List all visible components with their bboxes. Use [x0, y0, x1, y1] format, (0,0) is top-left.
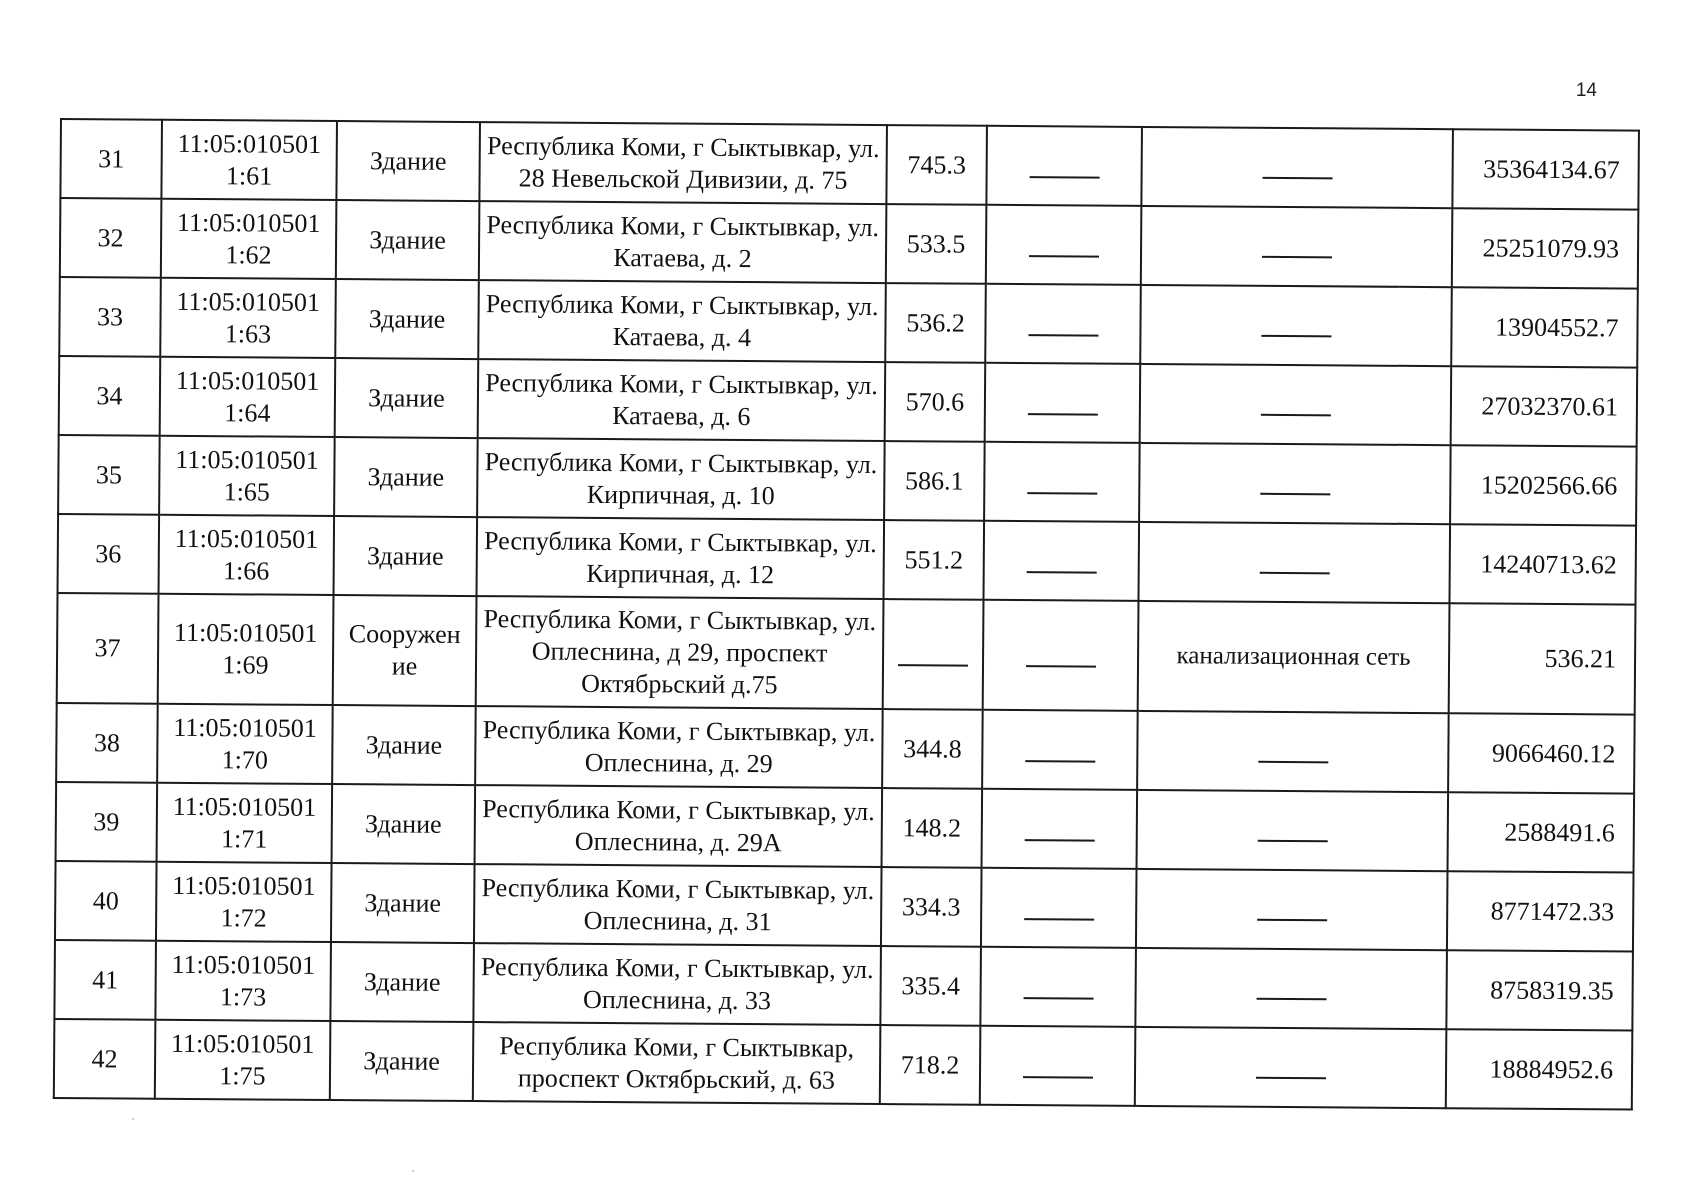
table-row	[59, 356, 1638, 447]
area-text: 533.5	[906, 228, 966, 259]
object-type-text: Здание	[368, 303, 446, 334]
address-text: Республика Коми, г Сыктывкар, ул. Оплеснина, д. 29	[482, 714, 876, 778]
cadastral-value-cell	[1451, 366, 1638, 446]
address-text: Республика Коми, г Сыктывкар, ул. Катаева, д. 4	[485, 288, 879, 352]
empty-dash	[1026, 665, 1096, 668]
address-text: Республика Коми, г Сыктывкар, ул. Кирпичная, д. 10	[484, 446, 878, 510]
empty-dash	[1022, 1076, 1092, 1079]
area-cell	[880, 1025, 981, 1105]
cadastral-number-cell	[160, 278, 336, 358]
cadastral-number-cell	[160, 357, 336, 437]
object-type-text: Здание	[363, 1045, 440, 1076]
empty-dash	[1260, 414, 1330, 417]
row-number-cell	[56, 703, 158, 783]
object-type-cell	[331, 863, 475, 943]
cadastral-value-cell	[1446, 1029, 1633, 1109]
empty-dash	[1257, 840, 1327, 843]
address-text: Республика Коми, г Сыктывкар, ул. 28 Невельской Дивизии, д. 75	[486, 130, 880, 195]
table-row	[59, 277, 1638, 368]
cadastral-number-cell	[157, 704, 333, 784]
property-table	[53, 118, 1640, 1111]
row-number-cell	[59, 356, 161, 436]
cadastral-number-text: 11:05:010501 1:75	[170, 1028, 315, 1091]
cadastral-number-text: 11:05:010501 1:65	[175, 444, 319, 507]
row-number-text: 37	[94, 633, 121, 663]
row-number-text: 38	[93, 727, 121, 757]
object-type-cell	[336, 121, 480, 201]
cadastral-value-cell	[1449, 603, 1636, 714]
cadastral-value-cell	[1448, 713, 1635, 793]
row-number-cell	[59, 277, 161, 357]
empty-dash	[1024, 839, 1094, 842]
row-number-text: 32	[97, 222, 124, 252]
empty-dash	[1262, 256, 1332, 259]
address-cell	[473, 943, 881, 1025]
empty-dash	[1029, 176, 1099, 179]
cadastral-value-text: 15202566.66	[1480, 469, 1618, 500]
empty-dash	[1257, 919, 1327, 922]
address-text: Республика Коми, г Сыктывкар, ул. Оплеснина, д. 33	[480, 951, 874, 1015]
column-6-cell	[983, 600, 1139, 711]
empty-dash	[898, 664, 968, 667]
row-number-text: 39	[93, 806, 120, 836]
column-6-cell	[984, 442, 1140, 522]
column-6-cell	[986, 126, 1142, 206]
cadastral-value-cell	[1446, 950, 1633, 1030]
cadastral-number-cell	[155, 941, 331, 1021]
description-cell	[1139, 443, 1451, 524]
cadastral-value-text: 8771472.33	[1490, 896, 1615, 926]
area-cell	[880, 946, 981, 1026]
row-number-cell	[54, 940, 156, 1020]
object-type-text: Здание	[366, 540, 444, 571]
area-cell	[883, 599, 984, 710]
column-6-cell	[985, 363, 1141, 443]
cadastral-number-text: 11:05:010501 1:72	[172, 870, 316, 933]
table-row	[60, 119, 1639, 210]
cadastral-number-text: 11:05:010501 1:63	[176, 286, 320, 349]
cadastral-value-text: 2588491.6	[1504, 817, 1615, 847]
address-cell	[479, 122, 887, 204]
object-type-cell	[330, 1021, 474, 1101]
empty-dash	[1256, 998, 1326, 1001]
description-cell	[1138, 522, 1450, 603]
area-text: 570.6	[905, 386, 965, 417]
object-type-text: Здание	[367, 461, 445, 492]
address-cell	[475, 785, 883, 867]
table-row	[54, 1019, 1633, 1110]
cadastral-number-text: 11:05:010501 1:64	[175, 365, 320, 428]
cadastral-number-text: 11:05:010501 1:61	[177, 128, 322, 191]
area-text: 551.2	[904, 544, 964, 575]
column-6-cell	[983, 521, 1139, 601]
column-6-cell	[985, 284, 1141, 364]
object-type-cell	[333, 595, 477, 706]
object-type-text: Сооружен ие	[348, 619, 461, 681]
cadastral-number-cell	[156, 862, 332, 942]
row-number-cell	[56, 782, 158, 862]
area-cell	[882, 709, 983, 789]
object-type-cell	[334, 437, 478, 517]
description-cell	[1138, 601, 1450, 713]
empty-dash	[1260, 493, 1330, 496]
cadastral-value-text: 27032370.61	[1481, 390, 1619, 421]
table-row	[54, 940, 1633, 1031]
cadastral-number-cell	[159, 436, 335, 516]
area-text: 745.3	[907, 149, 967, 180]
object-type-text: Здание	[368, 382, 445, 413]
table-row	[57, 593, 1636, 715]
description-cell	[1140, 285, 1452, 366]
row-number-text: 41	[92, 964, 119, 994]
address-cell	[476, 596, 884, 709]
empty-dash	[1023, 997, 1093, 1000]
row-number-cell	[58, 435, 160, 515]
area-cell	[883, 520, 984, 600]
row-number-text: 35	[95, 459, 122, 489]
object-type-cell	[335, 358, 479, 438]
cadastral-number-cell	[161, 120, 337, 200]
address-cell	[478, 359, 886, 441]
object-type-text: Здание	[364, 808, 442, 839]
row-number-text: 31	[98, 143, 125, 173]
object-type-cell	[330, 942, 474, 1022]
cadastral-value-text: 13904552.7	[1494, 312, 1619, 342]
row-number-cell	[57, 593, 159, 704]
address-text: Республика Коми, г Сыктывкар, ул. Кирпичная, д. 12	[484, 525, 877, 589]
area-text: 148.2	[902, 812, 962, 843]
empty-dash	[1262, 177, 1332, 180]
object-type-cell	[332, 784, 476, 864]
description-cell	[1137, 790, 1449, 871]
empty-dash	[1259, 572, 1329, 575]
cadastral-value-cell	[1452, 208, 1639, 288]
empty-dash	[1026, 571, 1096, 574]
address-cell	[474, 864, 882, 946]
cadastral-value-cell	[1451, 287, 1638, 367]
cadastral-value-cell	[1452, 129, 1639, 209]
area-cell	[885, 283, 986, 363]
object-type-cell	[335, 279, 479, 359]
address-text: Республика Коми, г Сыктывкар, ул. Оплеснина, д. 29А	[482, 793, 875, 857]
area-text: 718.2	[900, 1049, 960, 1080]
object-type-text: Здание	[364, 887, 442, 918]
row-number-text: 42	[91, 1043, 118, 1073]
object-type-cell	[332, 705, 476, 785]
area-text: 536.2	[906, 307, 965, 338]
scan-speck	[132, 1118, 134, 1120]
area-text: 586.1	[905, 465, 964, 496]
description-cell	[1135, 1027, 1447, 1108]
address-text: Республика Коми, г Сыктывкар, ул. Оплеснина, д. 31	[481, 872, 875, 936]
table-row	[58, 435, 1637, 526]
area-cell	[885, 362, 986, 442]
description-cell	[1136, 869, 1448, 950]
cadastral-value-text: 25251079.93	[1482, 232, 1620, 263]
cadastral-number-cell	[161, 199, 337, 279]
empty-dash	[1028, 334, 1098, 337]
column-6-cell	[982, 710, 1138, 790]
area-cell	[882, 788, 983, 868]
cadastral-number-text: 11:05:010501 1:71	[172, 791, 317, 854]
column-6-cell	[982, 789, 1138, 869]
description-text: канализационная сеть	[1176, 642, 1411, 671]
description-cell	[1137, 711, 1449, 792]
cadastral-value-text: 536.21	[1544, 643, 1617, 674]
area-cell	[884, 441, 985, 521]
table-row	[55, 861, 1634, 952]
description-cell	[1141, 206, 1453, 287]
area-text: 335.4	[901, 970, 961, 1001]
description-cell	[1141, 127, 1453, 208]
empty-dash	[1258, 761, 1328, 764]
page-number: 14	[1575, 80, 1597, 101]
table-row	[60, 198, 1639, 289]
row-number-text: 34	[96, 380, 123, 410]
cadastral-value-cell	[1447, 871, 1634, 951]
row-number-cell	[54, 1019, 156, 1099]
object-type-text: Здание	[369, 224, 446, 255]
empty-dash	[1029, 255, 1099, 258]
address-cell	[479, 201, 887, 283]
address-text: Республика Коми, г Сыктывкар, проспект Октябрьский, д. 63	[499, 1030, 855, 1095]
cadastral-value-text: 8758319.35	[1490, 975, 1614, 1005]
row-number-text: 33	[96, 301, 124, 331]
area-text: 334.3	[901, 891, 961, 922]
area-cell	[886, 125, 987, 205]
cadastral-number-text: 11:05:010501 1:70	[173, 712, 317, 775]
row-number-text: 36	[95, 538, 122, 568]
row-number-cell	[58, 514, 160, 594]
table-row	[58, 514, 1637, 605]
cadastral-number-text: 11:05:010501 1:66	[174, 523, 319, 586]
empty-dash	[1027, 413, 1097, 416]
empty-dash	[1024, 918, 1094, 921]
cadastral-value-text: 35364134.67	[1483, 153, 1620, 184]
address-cell	[475, 706, 883, 788]
address-cell	[477, 438, 885, 520]
empty-dash	[1261, 335, 1331, 338]
cadastral-number-cell	[158, 594, 334, 705]
table-row	[56, 703, 1635, 794]
empty-dash	[1025, 760, 1095, 763]
cadastral-number-cell	[157, 783, 333, 863]
column-6-cell	[986, 205, 1142, 285]
cadastral-number-cell	[155, 1020, 331, 1100]
area-cell	[886, 204, 987, 284]
cadastral-number-text: 11:05:010501 1:62	[176, 207, 321, 270]
column-6-cell	[980, 1026, 1136, 1106]
cadastral-value-text: 9066460.12	[1491, 738, 1616, 768]
object-type-cell	[334, 516, 478, 596]
row-number-text: 40	[92, 885, 119, 915]
column-6-cell	[981, 868, 1137, 948]
column-6-cell	[980, 947, 1136, 1027]
empty-dash	[1255, 1077, 1325, 1080]
object-type-text: Здание	[363, 966, 441, 997]
cadastral-number-text: 11:05:010501 1:69	[173, 617, 318, 680]
cadastral-value-text: 14240713.62	[1480, 548, 1617, 579]
address-cell	[478, 280, 886, 362]
row-number-cell	[60, 198, 162, 278]
description-cell	[1140, 364, 1452, 445]
table-body	[54, 119, 1639, 1110]
address-cell	[477, 517, 885, 599]
object-type-text: Здание	[369, 145, 447, 176]
address-text: Республика Коми, г Сыктывкар, ул. Оплеснина, д 29, проспект Октябрьский д.75	[483, 604, 877, 700]
cadastral-value-cell	[1449, 524, 1636, 604]
address-text: Республика Коми, г Сыктывкар, ул. Катаева, д. 6	[485, 367, 878, 431]
scan-speck	[412, 1170, 414, 1172]
cadastral-value-cell	[1450, 445, 1637, 525]
cadastral-value-text: 18884952.6	[1489, 1054, 1614, 1084]
address-cell	[473, 1022, 881, 1104]
cadastral-value-cell	[1448, 792, 1635, 872]
area-cell	[881, 867, 982, 947]
description-cell	[1135, 948, 1447, 1029]
area-text: 344.8	[903, 733, 962, 764]
cadastral-number-text: 11:05:010501 1:73	[171, 949, 316, 1012]
address-text: Республика Коми, г Сыктывкар, ул. Катаева, д. 2	[486, 209, 880, 273]
row-number-cell	[55, 861, 157, 941]
object-type-text: Здание	[365, 729, 443, 760]
object-type-cell	[336, 200, 480, 280]
cadastral-number-cell	[159, 515, 335, 595]
table-row	[56, 782, 1635, 873]
row-number-cell	[60, 119, 162, 199]
empty-dash	[1027, 492, 1097, 495]
